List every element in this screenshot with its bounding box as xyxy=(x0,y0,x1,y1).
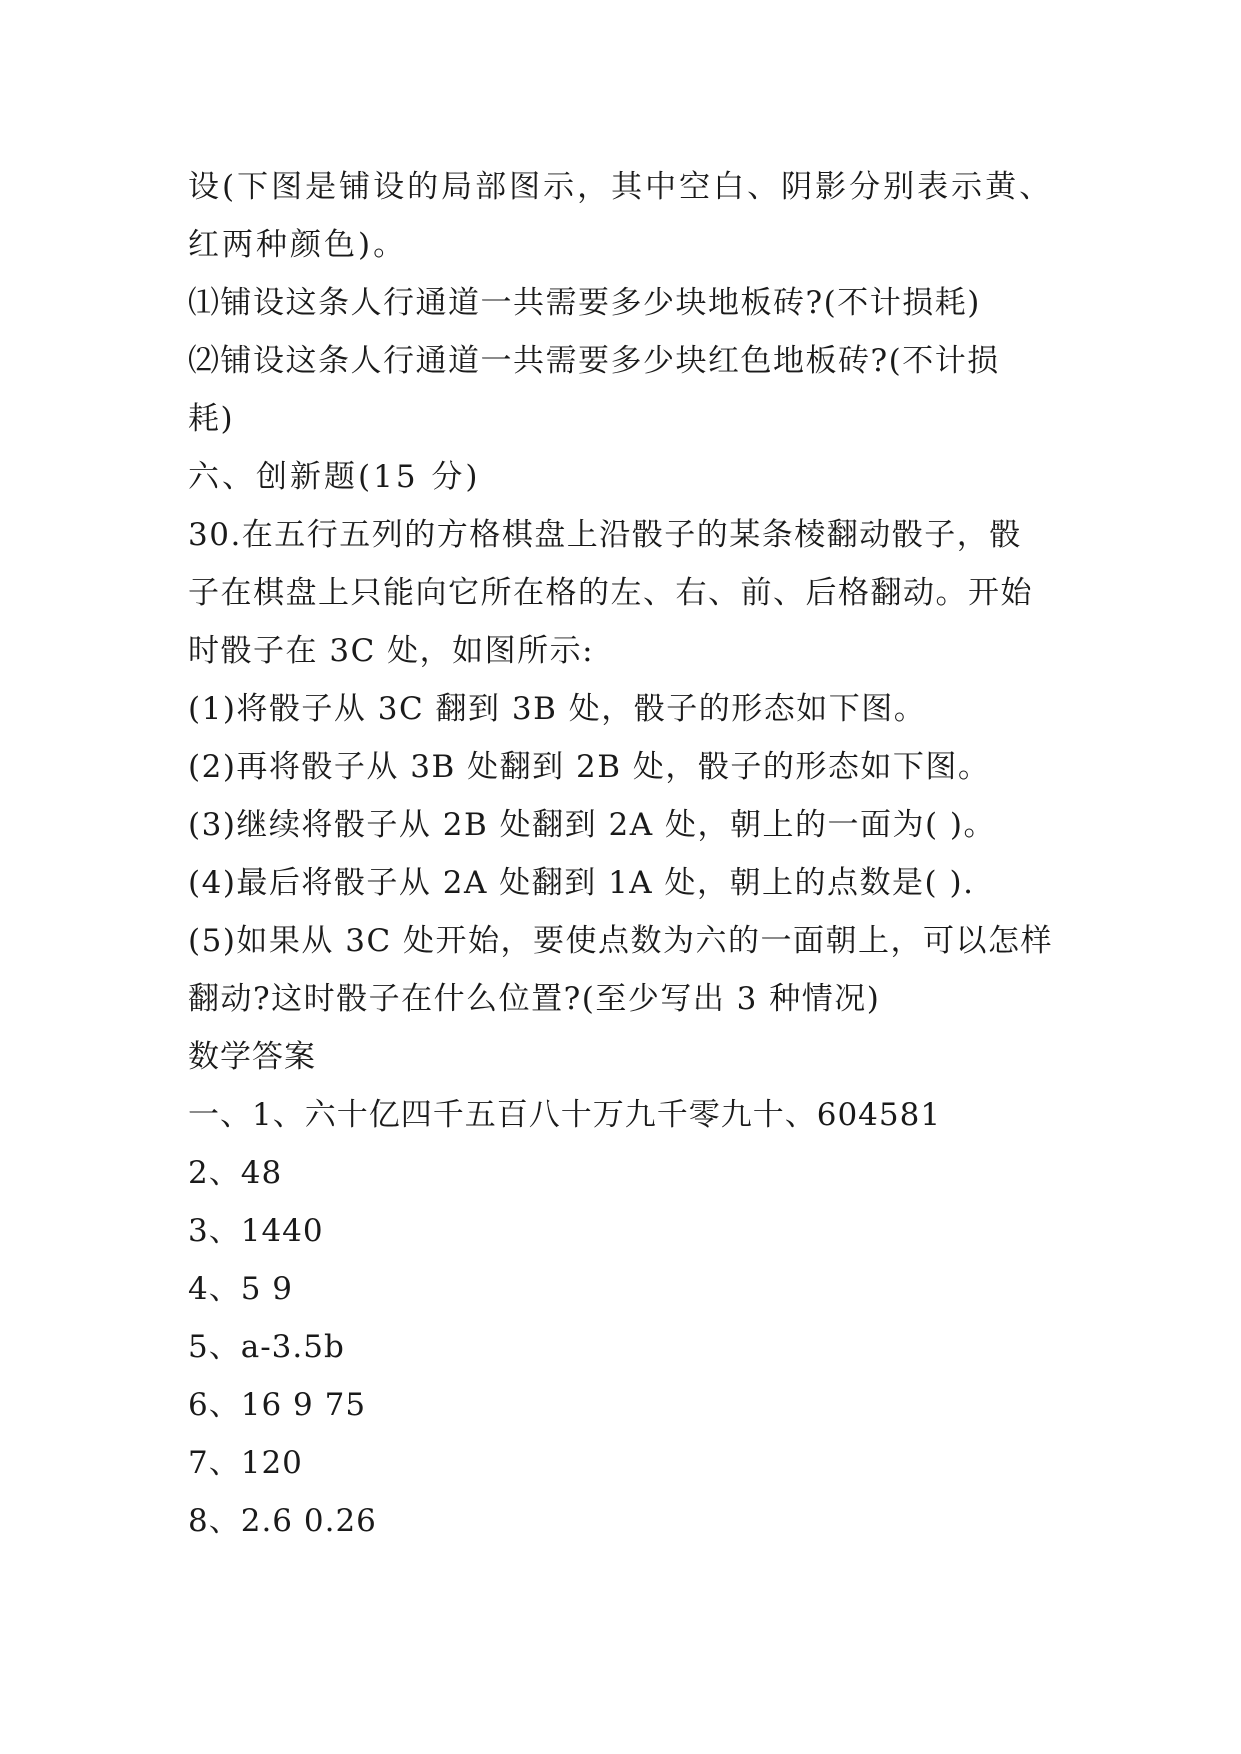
problem-29-question-2-line-1: ⑵铺设这条人行通道一共需要多少块红色地板砖?(不计损 xyxy=(188,343,1000,379)
answer-item: 4、5 9 xyxy=(188,1271,294,1307)
section-6-heading: 六、创新题(15 分) xyxy=(188,459,481,495)
problem-29-question-2-line-2: 耗) xyxy=(188,401,235,437)
answer-item: 5、a-3.5b xyxy=(188,1329,345,1365)
problem-30-text-line-1: 30.在五行五列的方格棋盘上沿骰子的某条棱翻动骰子，骰 xyxy=(188,517,1022,553)
answers-heading: 数学答案 xyxy=(188,1039,316,1075)
answer-item: 一、1、六十亿四千五百八十万九千零九十、604581 xyxy=(188,1097,942,1133)
problem-30-step-4: (4)最后将骰子从 2A 处翻到 1A 处，朝上的点数是( ). xyxy=(188,865,975,901)
answer-item: 6、16 9 75 xyxy=(188,1387,367,1423)
answers-section xyxy=(188,1028,1068,1550)
problem-29-question-1: ⑴铺设这条人行通道一共需要多少块地板砖?(不计损耗) xyxy=(188,285,981,321)
problem-30-step-1: (1)将骰子从 3C 翻到 3B 处，骰子的形态如下图。 xyxy=(188,691,927,727)
problem-30-text-line-2: 子在棋盘上只能向它所在格的左、右、前、后格翻动。开始 xyxy=(188,575,1033,611)
document-body xyxy=(188,158,1068,1550)
answer-item: 3、1440 xyxy=(188,1213,324,1249)
problem-30-step-3: (3)继续将骰子从 2B 处翻到 2A 处，朝上的一面为( )。 xyxy=(188,807,996,843)
problem-30-step-2: (2)再将骰子从 3B 处翻到 2B 处，骰子的形态如下图。 xyxy=(188,749,991,785)
answer-item: 8、2.6 0.26 xyxy=(188,1503,377,1539)
problem-29-text-line-2: 红两种颜色)。 xyxy=(188,227,408,263)
answer-item: 2、48 xyxy=(188,1155,283,1191)
problem-29-text-line-1: 设(下图是铺设的局部图示，其中空白、阴影分别表示黄、 xyxy=(188,169,1054,205)
problem-30-text-line-3: 时骰子在 3C 处，如图所示: xyxy=(188,633,595,669)
answer-item: 7、120 xyxy=(188,1445,303,1481)
problem-30-step-5-line-1: (5)如果从 3C 处开始，要使点数为六的一面朝上，可以怎样 xyxy=(188,923,1054,959)
problem-30-step-5-line-2: 翻动?这时骰子在什么位置?(至少写出 3 种情况) xyxy=(188,981,881,1017)
